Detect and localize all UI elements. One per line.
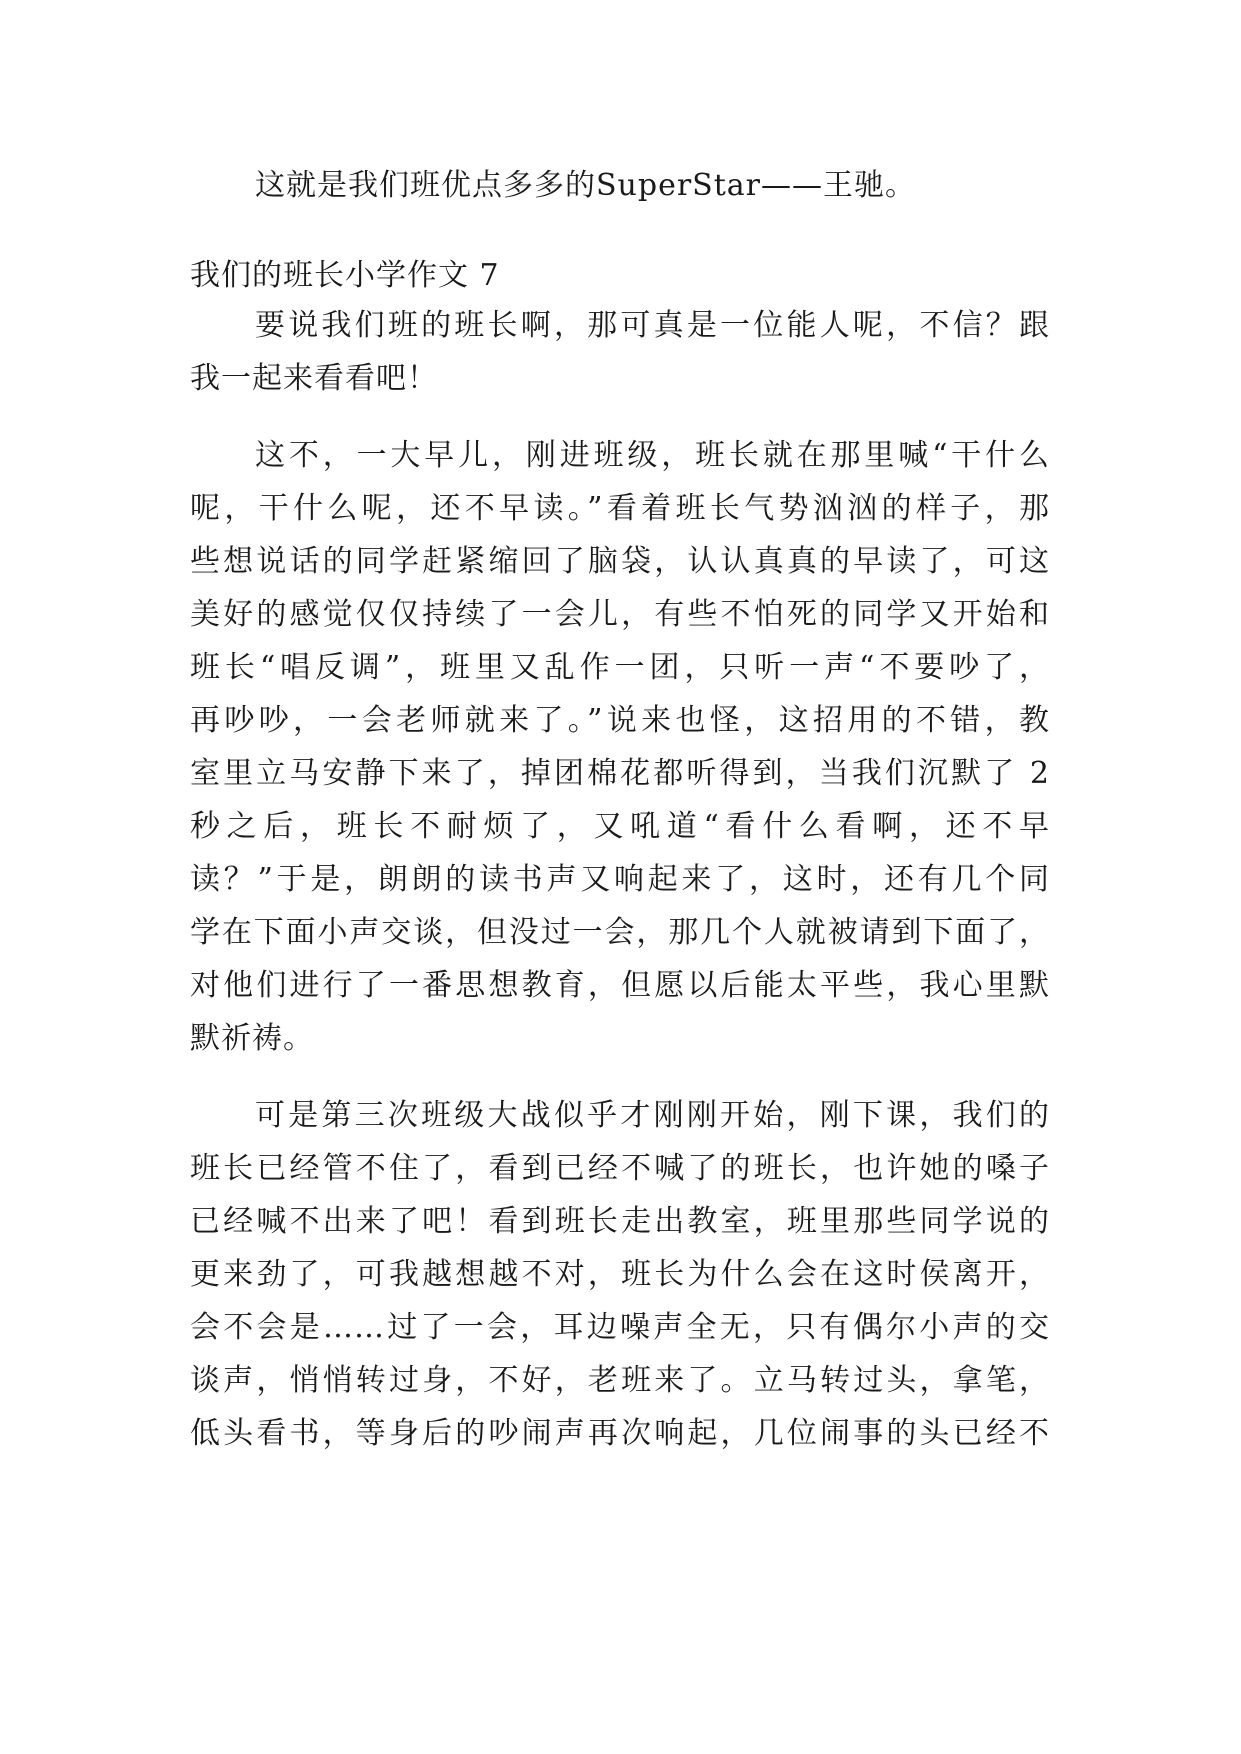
paragraph-2-line-8: 秒之后，班长不耐烦了，又吼道“看什么看啊，还不早 — [190, 809, 1050, 844]
paragraph-3-line-5: 会不会是……过了一会，耳边噪声全无，只有偶尔小声的交 — [190, 1310, 1050, 1345]
paragraph-2-line-6: 再吵吵，一会老师就来了。”说来也怪，这招用的不错，教 — [190, 703, 1050, 738]
paragraph-3-line-1: 可是第三次班级大战似乎才刚刚开始，刚下课，我们的 — [255, 1098, 1050, 1133]
paragraph-3-line-6: 谈声，悄悄转过身，不好，老班来了。立马转过头，拿笔， — [190, 1363, 1050, 1398]
closing-line: 这就是我们班优点多多的SuperStar——王驰。 — [255, 168, 917, 203]
paragraph-2-line-9: 读？”于是，朗朗的读书声又响起来了，这时，还有几个同 — [190, 862, 1050, 897]
paragraph-2-line-5: 班长“唱反调”，班里又乱作一团，只听一声“不要吵了， — [190, 650, 1050, 685]
paragraph-1-line-2: 我一起来看看吧！ — [190, 361, 438, 396]
paragraph-3-line-7: 低头看书，等身后的吵闹声再次响起，几位闹事的头已经不 — [190, 1416, 1050, 1451]
paragraph-2-line-11: 对他们进行了一番思想教育，但愿以后能太平些，我心里默 — [190, 968, 1050, 1003]
paragraph-2-line-7: 室里立马安静下来了，掉团棉花都听得到，当我们沉默了 2 — [190, 756, 1050, 791]
paragraph-3-line-3: 已经喊不出来了吧！看到班长走出教室，班里那些同学说的 — [190, 1204, 1050, 1239]
paragraph-2-line-1: 这不，一大早儿，刚进班级，班长就在那里喊“干什么 — [255, 438, 1050, 473]
paragraph-3-line-2: 班长已经管不住了，看到已经不喊了的班长，也许她的嗓子 — [190, 1151, 1050, 1186]
paragraph-2-line-2: 呢，干什么呢，还不早读。”看着班长气势汹汹的样子，那 — [190, 491, 1050, 526]
essay-title: 我们的班长小学作文 7 — [190, 258, 500, 293]
paragraph-2-line-10: 学在下面小声交谈，但没过一会，那几个人就被请到下面了， — [190, 915, 1050, 950]
paragraph-1-line-1: 要说我们班的班长啊，那可真是一位能人呢，不信？跟 — [255, 308, 1050, 343]
paragraph-3-line-4: 更来劲了，可我越想越不对，班长为什么会在这时侯离开， — [190, 1257, 1050, 1292]
paragraph-2-line-3: 些想说话的同学赶紧缩回了脑袋，认认真真的早读了，可这 — [190, 544, 1050, 579]
paragraph-2-line-12: 默祈祷。 — [190, 1021, 314, 1056]
paragraph-2-line-4: 美好的感觉仅仅持续了一会儿，有些不怕死的同学又开始和 — [190, 597, 1050, 632]
